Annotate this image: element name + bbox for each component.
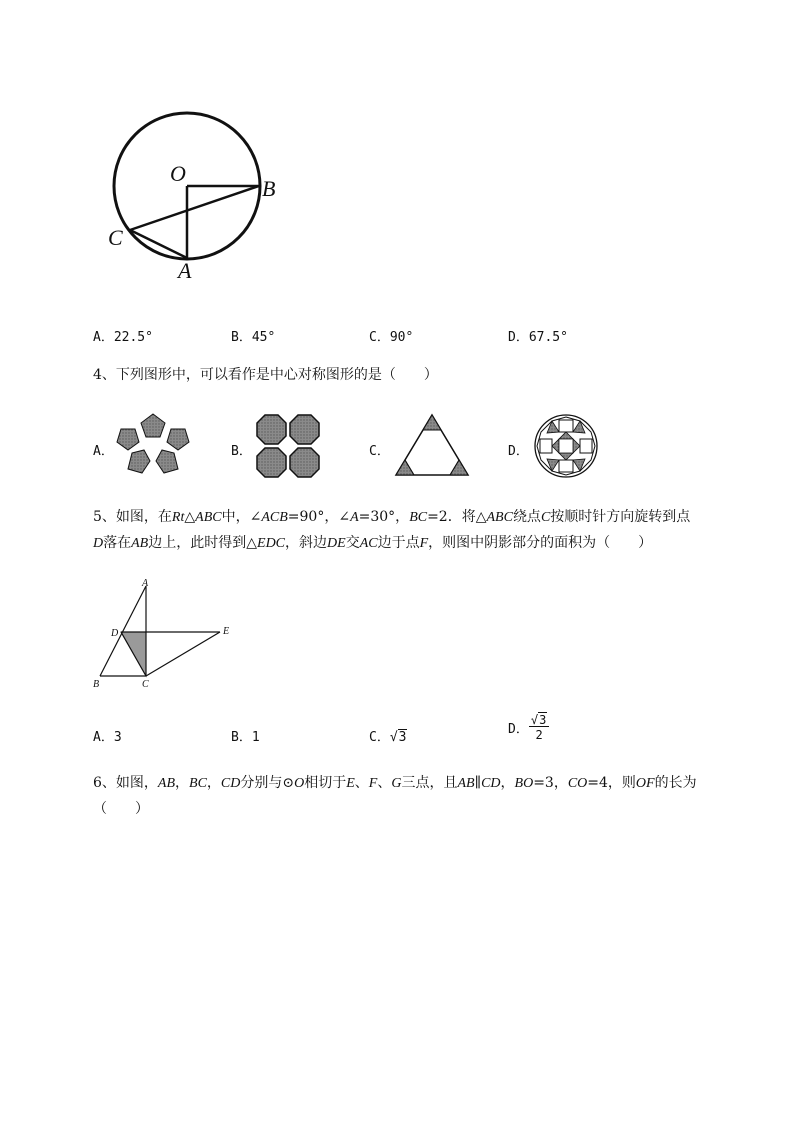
label-c: C xyxy=(108,225,123,250)
square-right xyxy=(580,439,592,453)
q5-stem-line2: D落在AB边上，此时得到△EDC，斜边DE交AC边于点F，则图中阴影部分的面积为（ ） xyxy=(93,535,653,551)
q5-option-d[interactable]: D． $\frac{√3}{2}$ xyxy=(508,714,549,741)
q4-option-b-figure[interactable] xyxy=(255,413,321,479)
square-left xyxy=(540,439,552,453)
q5-option-c[interactable]: C．√3 xyxy=(369,730,407,745)
q5-option-a[interactable]: A．3 xyxy=(93,730,122,745)
corner-triangle-top xyxy=(423,415,441,430)
octagon-bl xyxy=(257,448,286,477)
q4-option-a-figure[interactable] xyxy=(113,411,193,479)
octagon-tl xyxy=(257,415,286,444)
label-d: D xyxy=(111,628,119,639)
pentagon-left xyxy=(117,429,139,450)
q6-stem-line2: （ ） xyxy=(93,801,149,817)
pentagon-bottom-left xyxy=(128,450,150,473)
fraction: $\frac{√3}{2}$ xyxy=(529,714,549,741)
q3-option-c[interactable]: C．90° xyxy=(369,330,414,345)
center-square xyxy=(559,439,573,453)
q4-option-b-label[interactable]: B． xyxy=(231,444,252,459)
label-a: A xyxy=(178,258,192,283)
q4-option-a-label[interactable]: A． xyxy=(93,444,114,459)
q3-option-b[interactable]: B．45° xyxy=(231,330,276,345)
label-b: B xyxy=(93,679,100,690)
q4-option-c-label[interactable]: C． xyxy=(369,444,390,459)
label-b: B xyxy=(262,176,276,201)
label-e: E xyxy=(223,626,230,637)
segment-ec xyxy=(146,632,220,676)
label-o: O xyxy=(170,161,186,186)
square-top xyxy=(559,420,573,432)
q6-stem-line1: 6、如图，AB，BC，CD分别与⊙O相切于E、F、G三点，且AB∥CD，BO=3，CO=4，则OF的长为 xyxy=(93,775,697,791)
segment-cb xyxy=(130,186,259,230)
q3-option-d[interactable]: D．67.5° xyxy=(508,330,568,345)
q5-stem-line1: 5、如图，在Rt△ABC中，∠ACB=90°，∠A=30°，BC=2．将△ABC绕点C按顺时针方向旋转到点 xyxy=(93,509,691,525)
sqrt-sign: √ xyxy=(530,713,539,727)
q4-stem: 4、下列图形中，可以看作是中心对称图形的是（ ） xyxy=(93,367,438,383)
q3-circle-figure xyxy=(100,95,300,290)
square-bottom xyxy=(559,460,573,472)
q3-option-a[interactable]: A．22.5° xyxy=(93,330,153,345)
q5-option-b[interactable]: B．1 xyxy=(231,730,260,745)
q5-triangle-figure xyxy=(88,576,238,694)
q4-option-c-figure[interactable] xyxy=(394,413,470,477)
octagon-tr xyxy=(290,415,319,444)
sqrt-sign: √ xyxy=(389,730,398,745)
label-a: A xyxy=(142,578,149,589)
octagon-br xyxy=(290,448,319,477)
pentagon-right xyxy=(167,429,189,450)
q4-option-d-label[interactable]: D． xyxy=(508,444,529,459)
q4-option-d-figure[interactable] xyxy=(533,413,599,479)
pentagon-top xyxy=(141,414,165,437)
pentagon-bottom-right xyxy=(156,450,178,473)
label-c: C xyxy=(142,679,149,690)
